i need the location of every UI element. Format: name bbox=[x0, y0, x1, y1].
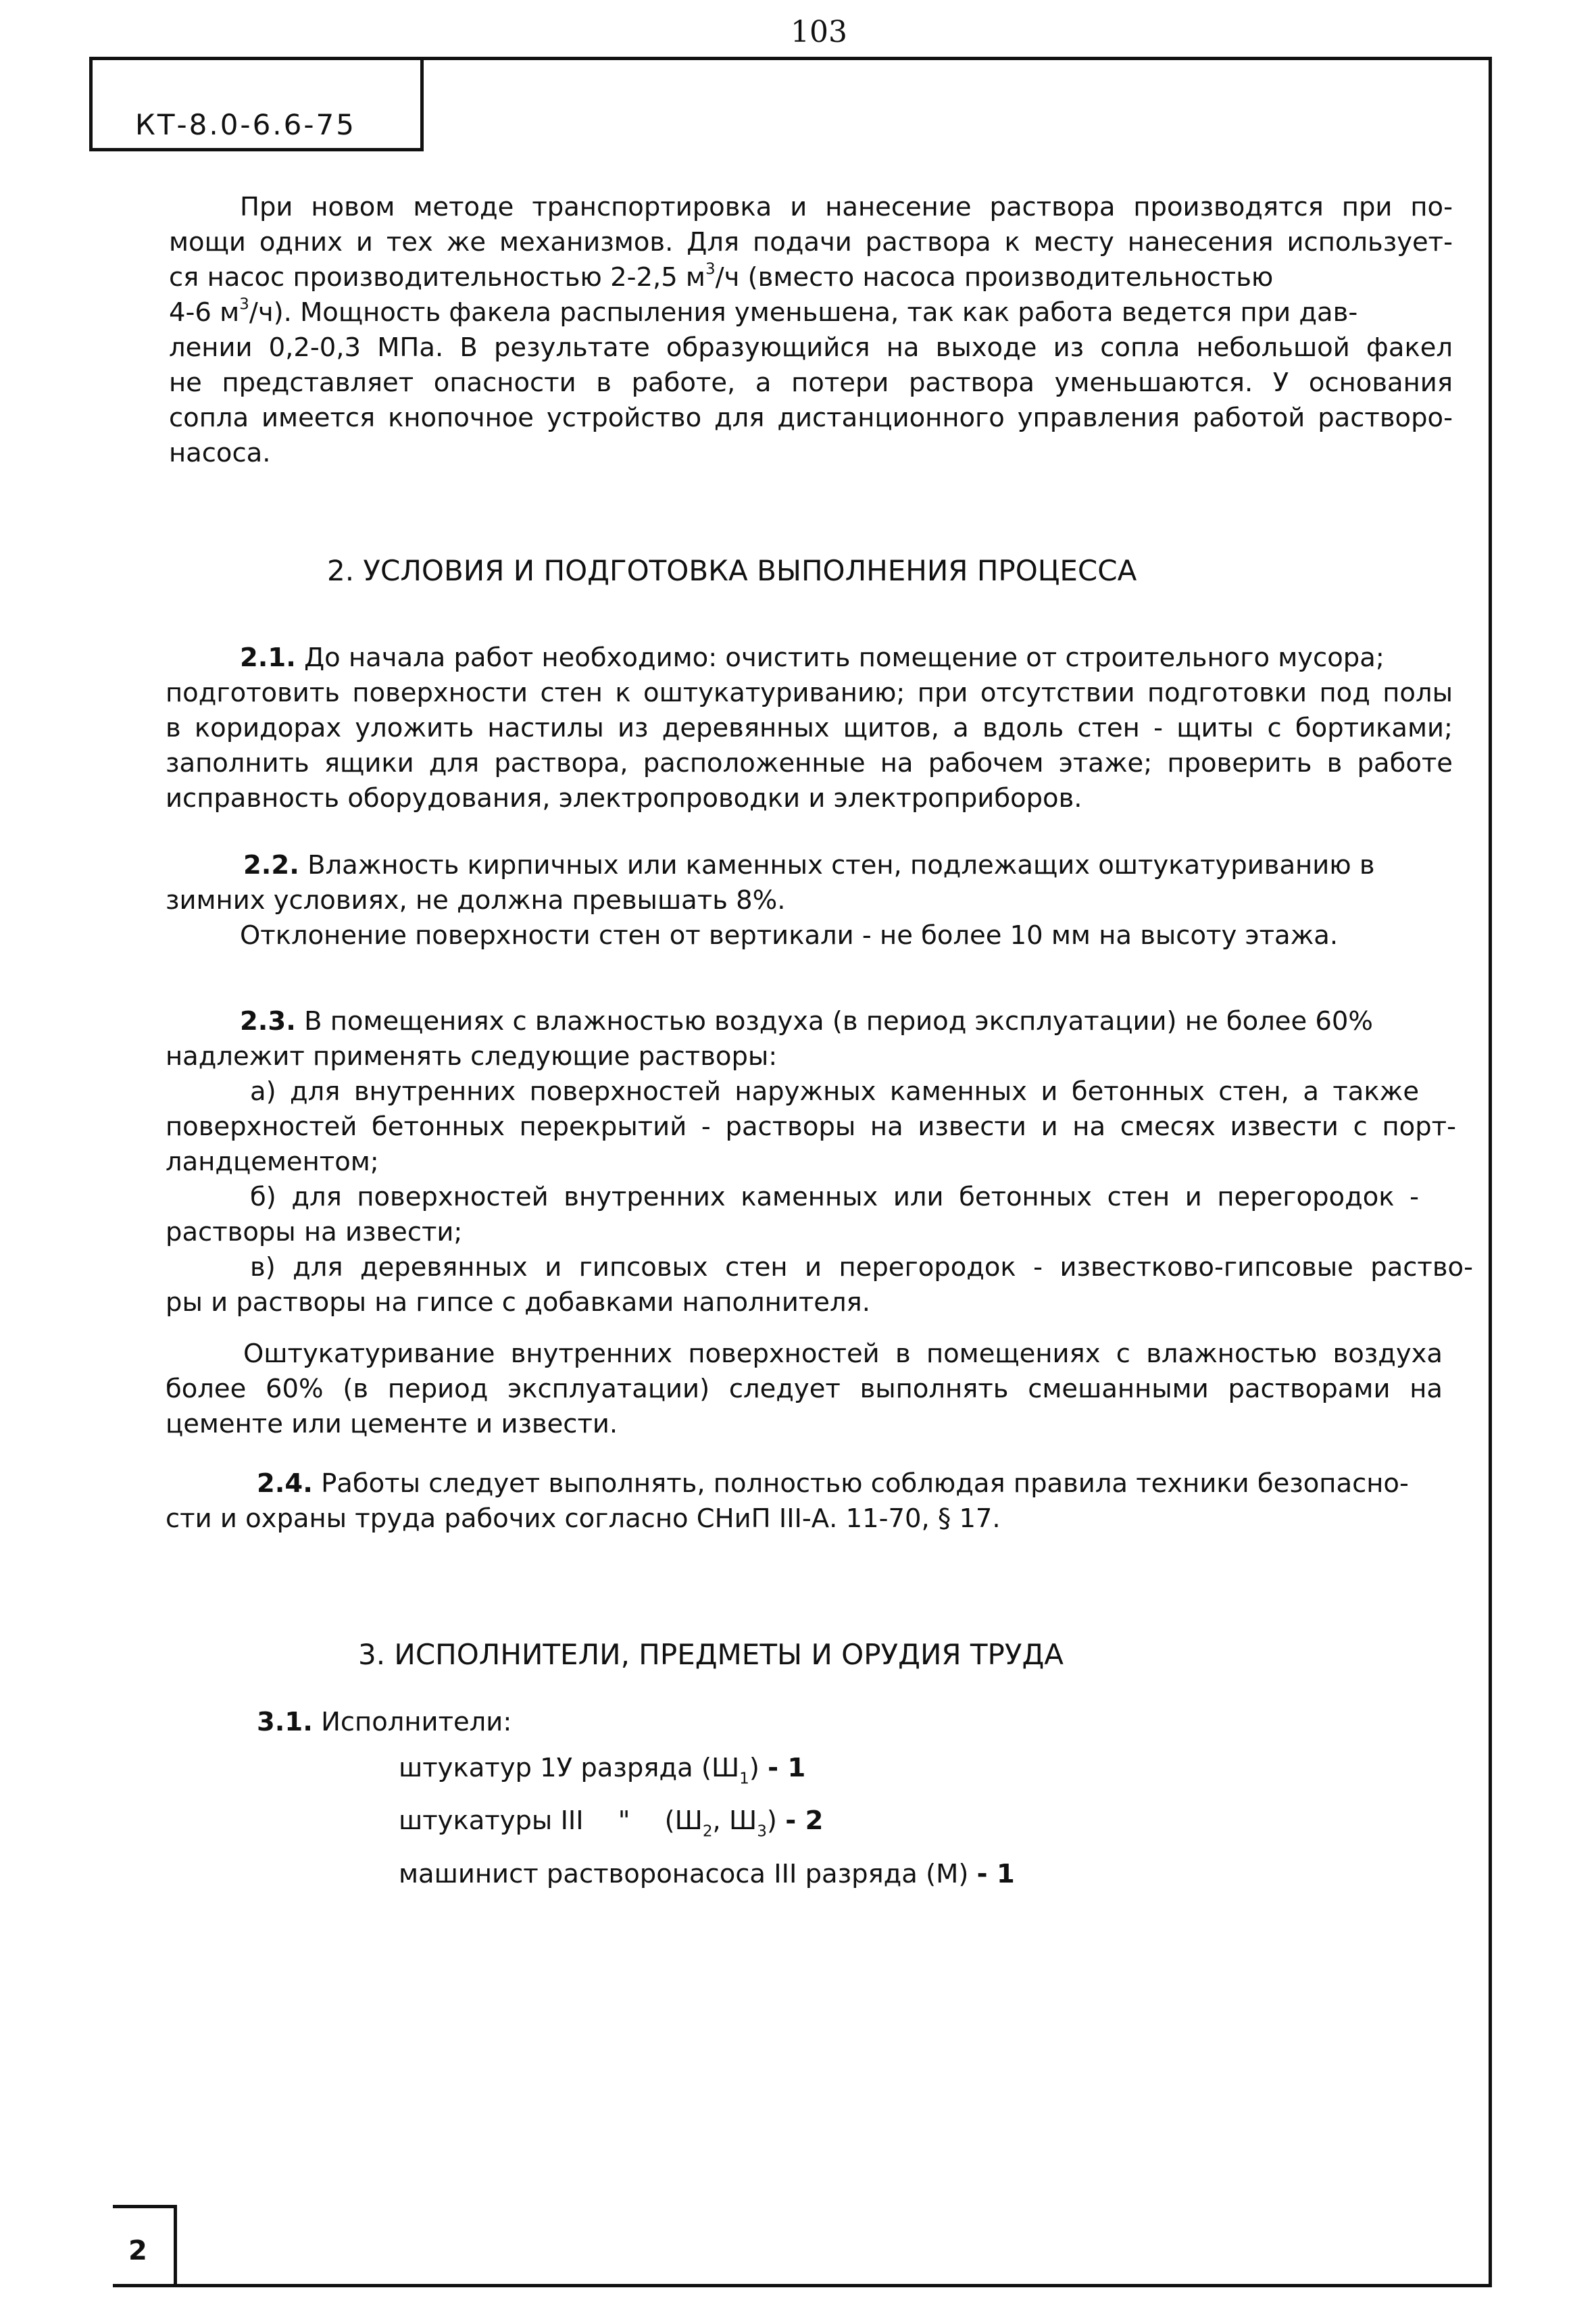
text-line bbox=[257, 1707, 512, 1737]
text-fragment: Работы следует выполнять, полностью соблюдая правила техники безопасно- bbox=[321, 1468, 1409, 1499]
paragraph-number: 2.4. bbox=[257, 1468, 313, 1499]
text-line: более 60% (в период эксплуатации) следует выполнять смешанными растворами на bbox=[166, 1374, 1443, 1404]
text-fragment: 4-6 м bbox=[169, 297, 240, 328]
sheet-number: 2 bbox=[128, 2235, 147, 2266]
subscript: 2 bbox=[702, 1822, 713, 1841]
text-line bbox=[243, 850, 1375, 880]
page-number: 103 bbox=[791, 15, 847, 49]
text-line bbox=[240, 1006, 1373, 1037]
text-fragment: /ч). Мощность факела распыления уменьшена, так как работа ведется при дав- bbox=[249, 297, 1358, 328]
worker-code: , Ш bbox=[712, 1806, 757, 1836]
paragraph-number: 2.3. bbox=[240, 1006, 296, 1037]
text-fragment: В помещениях с влажностью воздуха (в период эксплуатации) не более 60% bbox=[304, 1006, 1373, 1037]
text-line: При новом методе транспортировка и нанесение раствора производятся при по- bbox=[240, 192, 1453, 222]
text-fragment: Исполнители: bbox=[321, 1707, 512, 1737]
worker-count: - 1 bbox=[768, 1753, 806, 1783]
text-fragment: ся насос производительностью 2-2,5 м bbox=[169, 262, 705, 293]
document-code: КТ-8.0-6.6-75 bbox=[135, 108, 356, 141]
worker-code: ) bbox=[766, 1806, 777, 1836]
text-line: сти и охраны труда рабочих согласно СНиП III-А. 11-70, § 17. bbox=[166, 1503, 1001, 1534]
text-line: ландцементом; bbox=[166, 1147, 379, 1177]
section-3-heading: 3. ИСПОЛНИТЕЛИ, ПРЕДМЕТЫ И ОРУДИЯ ТРУДА bbox=[358, 1638, 1064, 1671]
text-line bbox=[240, 645, 1385, 672]
text-fragment: Влажность кирпичных или каменных стен, подлежащих оштукатуриванию в bbox=[307, 850, 1375, 880]
worker-row bbox=[399, 1806, 824, 1841]
text-line: а) для внутренних поверхностей наружных каменных и бетонных стен, а также bbox=[250, 1076, 1419, 1107]
worker-name: машинист растворонасоса III разряда (М) bbox=[399, 1859, 969, 1889]
worker-code: (Ш bbox=[701, 1753, 740, 1783]
worker-row bbox=[399, 1753, 806, 1788]
text-line bbox=[257, 1468, 1409, 1499]
text-line bbox=[169, 295, 1358, 328]
text-line: насоса. bbox=[169, 438, 271, 468]
text-line: растворы на извести; bbox=[166, 1217, 463, 1247]
text-fragment: /ч (вместо насоса производительностью bbox=[715, 262, 1274, 293]
text-line: сопла имеется кнопочное устройство для дистанционного управления работой растворо- bbox=[169, 403, 1453, 433]
worker-code: ) bbox=[749, 1753, 759, 1783]
worker-name: штукатуры III bbox=[399, 1806, 584, 1836]
text-line: заполнить ящики для раствора, расположенные на рабочем этаже; проверить в работе bbox=[166, 748, 1453, 778]
text-line: ры и растворы на гипсе с добавками наполнителя. bbox=[166, 1287, 870, 1318]
worker-code: (Ш bbox=[664, 1806, 703, 1836]
paragraph-number: 2.2. bbox=[243, 850, 299, 880]
text-line: исправность оборудования, электропроводки и электроприборов. bbox=[166, 783, 1082, 814]
text-line: в) для деревянных и гипсовых стен и перегородок - известково-гипсовые раство- bbox=[250, 1252, 1473, 1283]
text-line: зимних условиях, не должна превышать 8%. bbox=[166, 885, 786, 916]
text-line: подготовить поверхности стен к оштукатуриванию; при отсутствии подготовки под полы bbox=[166, 678, 1453, 708]
text-line: надлежит применять следующие растворы: bbox=[166, 1041, 778, 1072]
text-fragment: До начала работ необходимо: очистить помещение от строительного мусора; bbox=[304, 643, 1385, 673]
text-line: лении 0,2-0,3 МПа. В результате образующийся на выходе из сопла небольшой факел bbox=[169, 332, 1453, 363]
text-line: б) для поверхностей внутренних каменных или бетонных стен и перегородок - bbox=[250, 1182, 1419, 1212]
worker-name: штукатур 1У разряда bbox=[399, 1753, 693, 1783]
worker-row bbox=[399, 1859, 1015, 1889]
worker-count: - 2 bbox=[785, 1806, 824, 1836]
text-line: не представляет опасности в работе, а потери раствора уменьшаются. У основания bbox=[169, 368, 1453, 398]
ditto-mark: " bbox=[618, 1806, 630, 1836]
text-line bbox=[169, 260, 1274, 293]
superscript: 3 bbox=[705, 260, 716, 278]
subscript: 1 bbox=[739, 1770, 749, 1788]
paragraph-number: 2.1. bbox=[240, 643, 296, 673]
frame-bottom-border bbox=[113, 2284, 1492, 2287]
subscript: 3 bbox=[757, 1822, 767, 1841]
worker-count: - 1 bbox=[976, 1859, 1015, 1889]
text-line: цементе или цементе и извести. bbox=[166, 1409, 618, 1439]
text-line: Отклонение поверхности стен от вертикали - не более 10 мм на высоту этажа. bbox=[240, 920, 1339, 951]
text-line: в коридорах уложить настилы из деревянных щитов, а вдоль стен - щиты с бортиками; bbox=[166, 713, 1453, 743]
superscript: 3 bbox=[239, 295, 249, 314]
text-line: мощи одних и тех же механизмов. Для подачи раствора к месту нанесения использует- bbox=[169, 227, 1453, 257]
frame-right-border bbox=[1489, 57, 1492, 2287]
paragraph-number: 3.1. bbox=[257, 1707, 313, 1737]
text-line: Оштукатуривание внутренних поверхностей в помещениях с влажностью воздуха bbox=[243, 1339, 1443, 1369]
text-line: поверхностей бетонных перекрытий - растворы на извести и на смесях извести с порт- bbox=[166, 1112, 1456, 1142]
section-2-heading: 2. УСЛОВИЯ И ПОДГОТОВКА ВЫПОЛНЕНИЯ ПРОЦЕССА bbox=[327, 554, 1137, 587]
